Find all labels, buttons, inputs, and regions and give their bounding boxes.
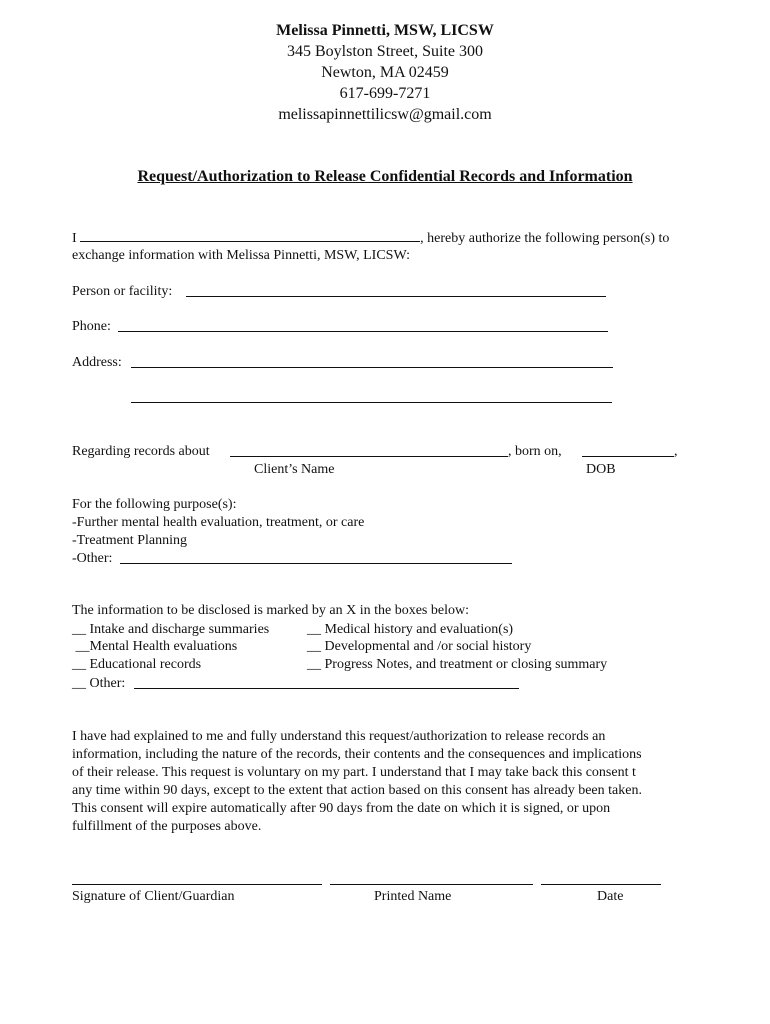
checkbox-other[interactable]: __ Other: xyxy=(72,676,126,691)
dob-comma: , xyxy=(674,444,678,459)
intro-suffix: , hereby authorize the following person(s) to xyxy=(420,231,670,246)
checkbox-mental-health-evaluations[interactable]: __Mental Health evaluations xyxy=(72,639,238,654)
purposes-heading: For the following purpose(s): xyxy=(72,497,237,512)
practitioner-name: Melissa Pinnetti, MSW, LICSW xyxy=(276,22,494,39)
purpose-item: -Further mental health evaluation, treatment, or care xyxy=(72,515,365,530)
practice-city: Newton, MA 02459 xyxy=(321,64,449,81)
practice-street: 345 Boylston Street, Suite 300 xyxy=(287,43,483,60)
authorizer-name-field[interactable] xyxy=(80,229,420,242)
printed-name-caption: Printed Name xyxy=(374,889,452,904)
address-field-line-1[interactable] xyxy=(131,367,613,368)
person-label: Person or facility: xyxy=(72,284,173,299)
dob-field[interactable] xyxy=(582,456,674,457)
consent-line: of their release. This request is voluntary on my part. I understand that I may take back this consent t xyxy=(72,765,636,780)
address-field-line-2[interactable] xyxy=(131,402,612,403)
form-title: Request/Authorization to Release Confidential Records and Information xyxy=(137,168,633,185)
checkbox-educational-records[interactable]: __ Educational records xyxy=(72,657,202,672)
checkbox-medical-history[interactable]: __ Medical history and evaluation(s) xyxy=(307,622,514,637)
person-facility-field[interactable] xyxy=(186,296,606,297)
phone-label: Phone: xyxy=(72,319,111,334)
consent-line: any time within 90 days, except to the extent that action based on this consent has already been taken. xyxy=(72,783,642,798)
checkbox-progress-notes[interactable]: __ Progress Notes, and treatment or closing summary xyxy=(307,657,608,672)
practice-email: melissapinnettilicsw@gmail.com xyxy=(278,106,492,123)
purpose-other-label: -Other: xyxy=(72,551,113,566)
regarding-label: Regarding records about xyxy=(72,444,210,459)
consent-line: information, including the nature of the records, their contents and the consequences and implications xyxy=(72,747,642,762)
signature-caption: Signature of Client/Guardian xyxy=(72,889,235,904)
client-name-field[interactable] xyxy=(230,456,508,457)
client-name-caption: Client’s Name xyxy=(254,462,335,477)
purpose-other-field[interactable] xyxy=(120,563,512,564)
date-caption: Date xyxy=(597,889,624,904)
dob-caption: DOB xyxy=(586,462,616,477)
disclosure-heading: The information to be disclosed is marked by an X in the boxes below: xyxy=(72,603,469,618)
printed-name-field[interactable] xyxy=(330,884,533,885)
purpose-item: -Treatment Planning xyxy=(72,533,187,548)
practice-phone: 617-699-7271 xyxy=(339,85,431,102)
address-label: Address: xyxy=(72,355,122,370)
disclosure-other-field[interactable] xyxy=(134,688,519,689)
checkbox-intake-discharge[interactable]: __ Intake and discharge summaries xyxy=(72,622,270,637)
date-field[interactable] xyxy=(541,884,661,885)
consent-line: I have had explained to me and fully understand this request/authorization to release records an xyxy=(72,729,606,744)
consent-paragraph xyxy=(72,728,642,836)
checkbox-developmental-history[interactable]: __ Developmental and /or social history xyxy=(307,639,532,654)
intro-prefix: I xyxy=(72,231,77,246)
intro-line-2: exchange information with Melissa Pinnetti, MSW, LICSW: xyxy=(72,248,411,263)
phone-field[interactable] xyxy=(118,331,608,332)
consent-line: fulfillment of the purposes above. xyxy=(72,819,262,834)
consent-line: This consent will expire automatically after 90 days from the date on which it is signed, or upon xyxy=(72,801,611,816)
signature-field[interactable] xyxy=(72,884,322,885)
intro-line xyxy=(72,229,669,247)
born-on-label: , born on, xyxy=(508,444,562,459)
